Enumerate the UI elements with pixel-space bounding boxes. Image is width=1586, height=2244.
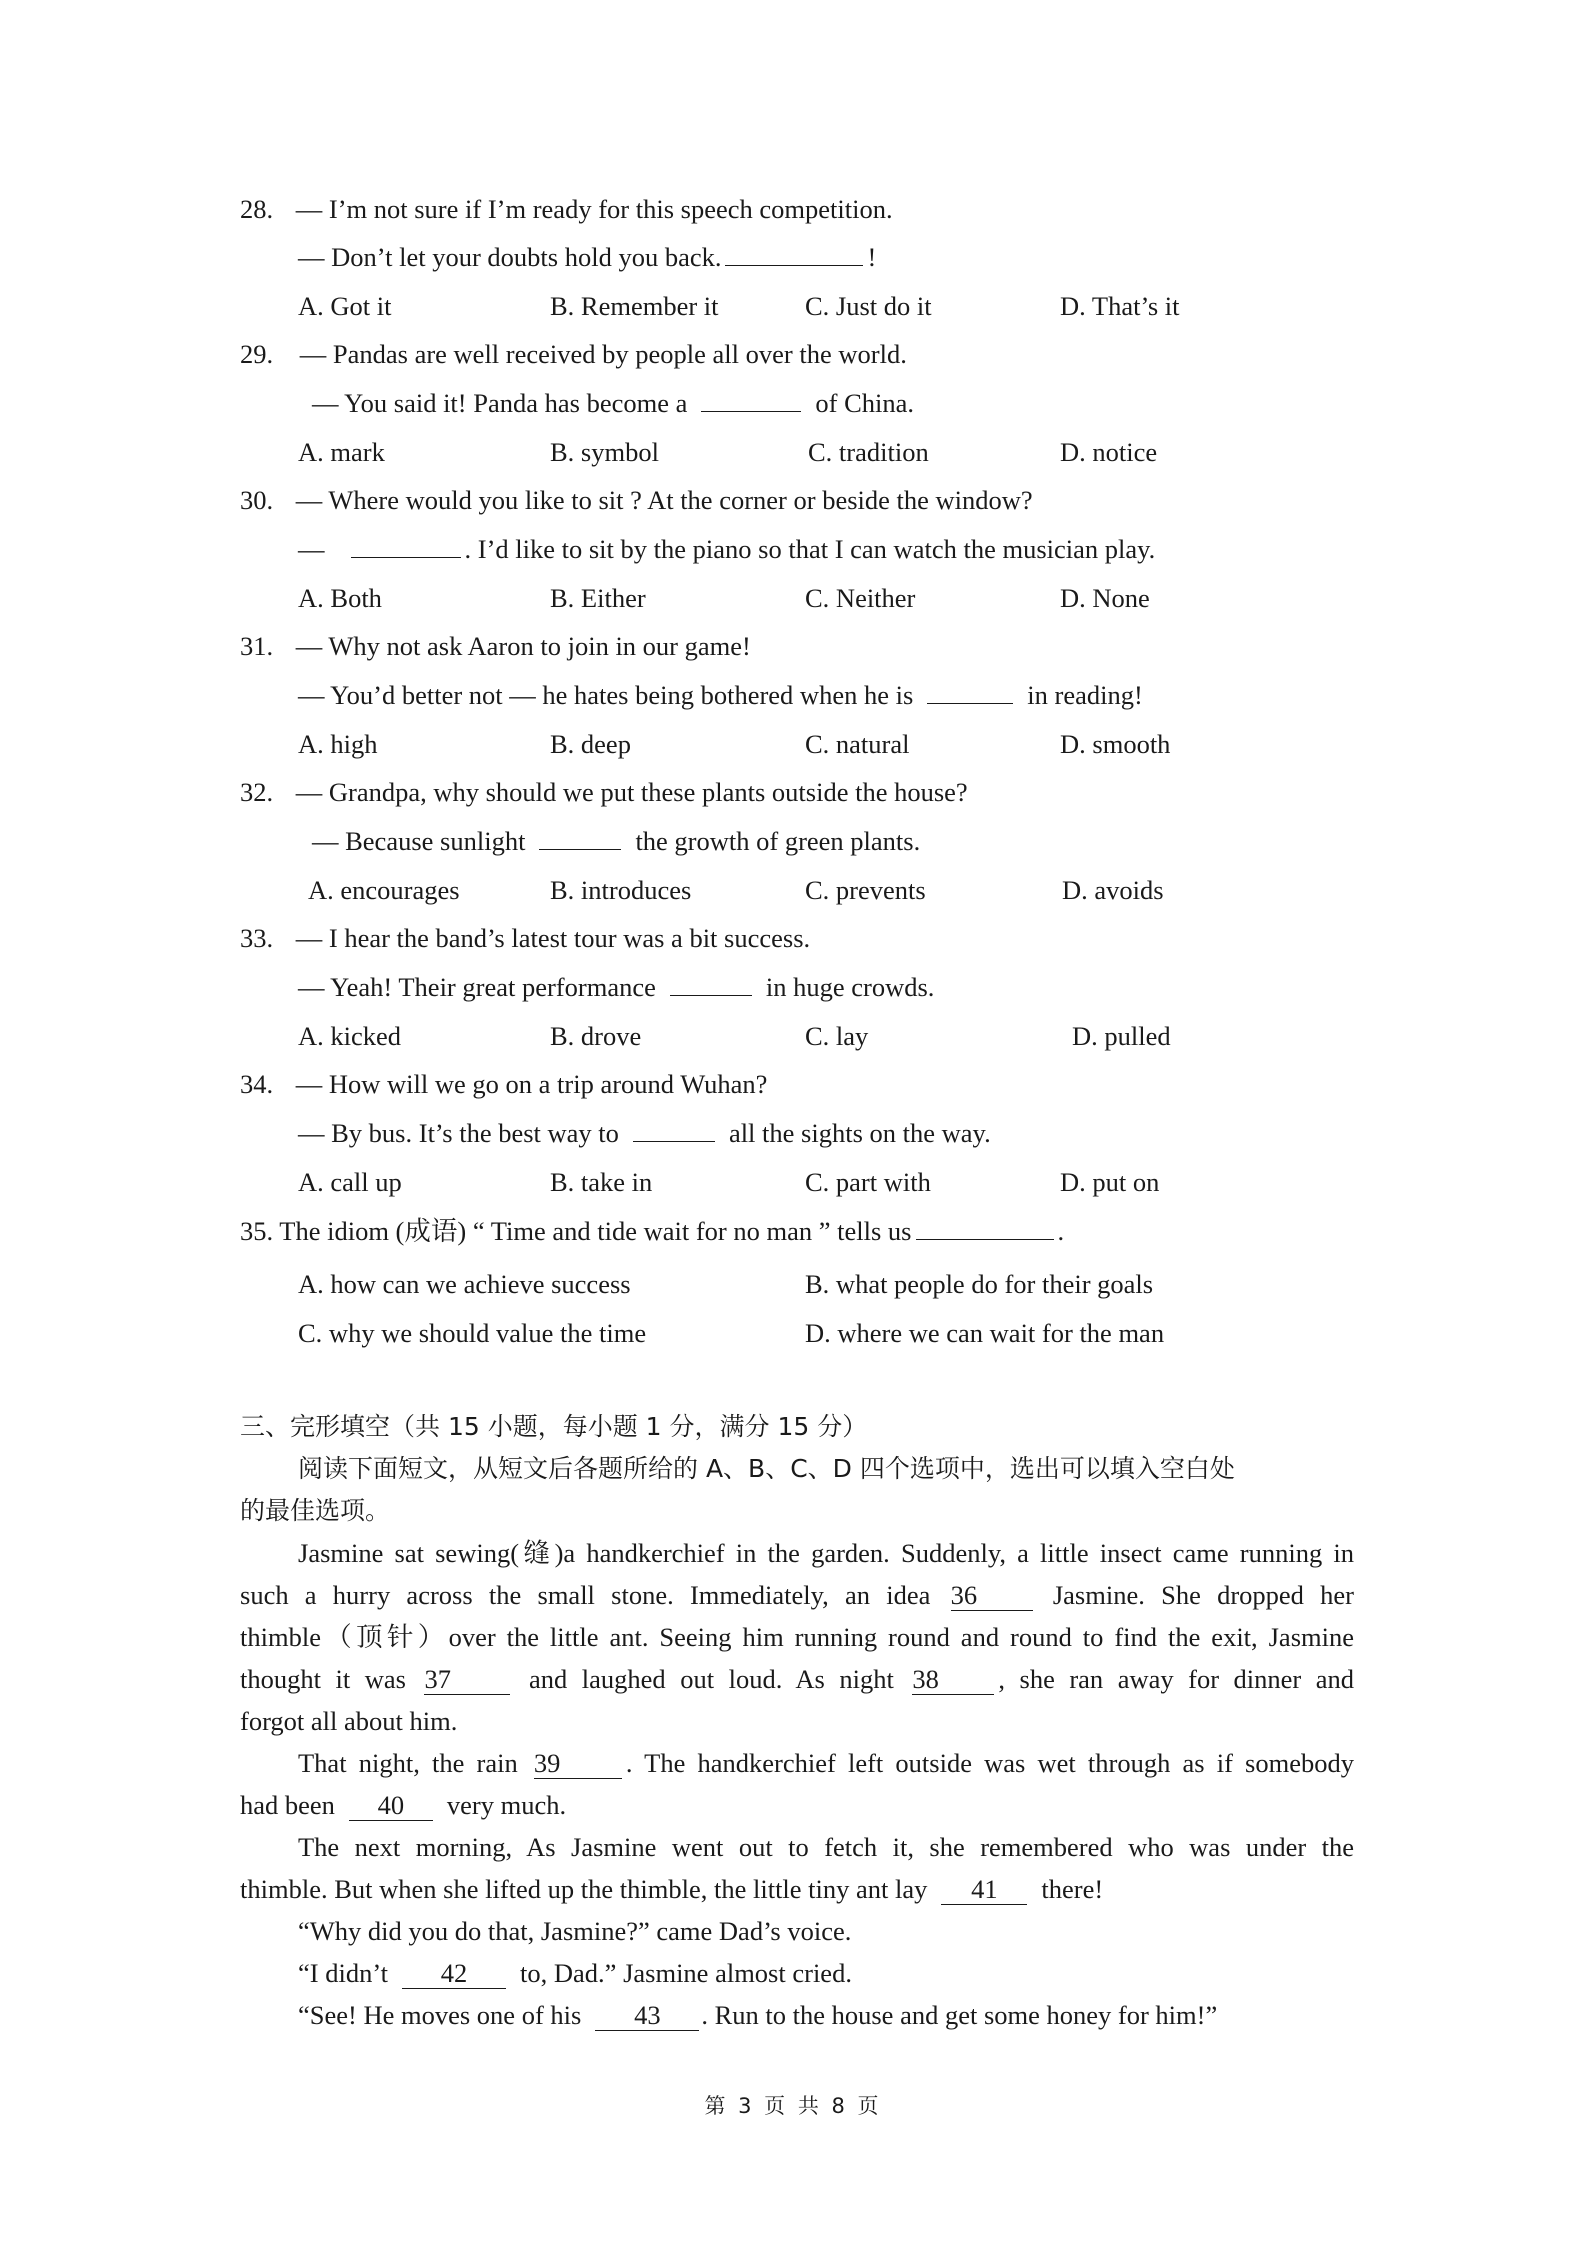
q29-number: 29. (240, 339, 274, 369)
passage-text: “See! He moves one of his (298, 2000, 582, 2030)
q34-line2-post: all the sights on the way. (728, 1118, 991, 1148)
passage-line-12 (298, 1995, 1217, 2035)
q35-option-a: A. how can we achieve success (298, 1269, 631, 1299)
passage-line-2 (240, 1575, 1354, 1615)
passage-line-11 (298, 1953, 852, 1993)
q33-stem-line2 (298, 967, 934, 1007)
passage-text: very much. (446, 1790, 567, 1820)
passage-text: there! (1041, 1874, 1104, 1904)
q31-option-a: A. high (298, 729, 378, 759)
passage-line-7 (240, 1785, 566, 1825)
passage-text: such a hurry across the small stone. Immediately, an idea (240, 1580, 931, 1610)
q35-option-c: C. why we should value the time (298, 1318, 647, 1348)
blank-40: 40 (349, 1790, 433, 1821)
q34-number: 34. (240, 1069, 274, 1099)
q33-line2-pre: — Yeah! Their great performance (298, 972, 656, 1002)
q32-stem-line1 (240, 772, 968, 812)
q34-option-a: A. call up (298, 1167, 402, 1197)
q29-option-b: B. symbol (550, 437, 659, 467)
q31-number: 31. (240, 631, 274, 661)
q30-option-b: B. Either (550, 583, 646, 613)
q29-stem-line1 (240, 334, 907, 374)
q28-option-c: C. Just do it (805, 291, 932, 321)
q29-option-c: C. tradition (808, 437, 929, 467)
q29-option-d: D. notice (1060, 437, 1158, 467)
q34-stem-line2 (298, 1113, 991, 1153)
q32-line2-post: the growth of green plants. (635, 826, 921, 856)
q28-option-d: D. That’s it (1060, 291, 1180, 321)
q31-stem-line1 (240, 626, 751, 666)
q28-blank (725, 241, 863, 266)
q32-line2-pre: — Because sunlight (312, 826, 526, 856)
q33-option-c: C. lay (805, 1021, 869, 1051)
passage-line-3: thimble（顶针）over the little ant. Seeing him running round and round to find the exit, Jasmine (240, 1622, 1354, 1652)
passage-line-10: “Why did you do that, Jasmine?” came Dad’s voice. (298, 1916, 852, 1946)
passage-line-6 (298, 1743, 1354, 1783)
q35-stem-end: . (1057, 1216, 1065, 1246)
q35-option-b: B. what people do for their goals (805, 1269, 1154, 1299)
passage-text: . Run to the house and get some honey for him!” (701, 2000, 1218, 2030)
q35-stem-text: 35. The idiom (成语) “ Time and tide wait for no man ” tells us (240, 1216, 912, 1246)
q33-blank (670, 971, 752, 996)
q32-option-d: D. avoids (1062, 875, 1164, 905)
q29-blank (701, 387, 801, 412)
q31-line1: — Why not ask Aaron to join in our game! (295, 631, 751, 661)
passage-text: thimble. But when she lifted up the thimble, the little tiny ant lay (240, 1874, 928, 1904)
q30-option-d: D. None (1060, 583, 1150, 613)
q29-stem-line2 (312, 383, 914, 423)
q32-line1: — Grandpa, why should we put these plants outside the house? (295, 777, 968, 807)
q30-line2-post: . I’d like to sit by the piano so that I can watch the musician play. (464, 534, 1156, 564)
q30-line2-pre: — (298, 534, 325, 564)
q31-line2-pre: — You’d better not — he hates being bothered when he is (298, 680, 914, 710)
q32-option-a: A. encourages (308, 875, 460, 905)
q30-stem-line2 (298, 529, 1155, 569)
passage-line-5: forgot all about him. (240, 1706, 458, 1736)
q31-option-c: C. natural (805, 729, 910, 759)
q33-number: 33. (240, 923, 274, 953)
q30-blank (351, 533, 461, 558)
blank-41: 41 (941, 1874, 1027, 1905)
passage-text: had been (240, 1790, 335, 1820)
q33-option-d: D. pulled (1072, 1021, 1171, 1051)
passage-text: “I didn’t (298, 1958, 389, 1988)
q28-option-b: B. Remember it (550, 291, 719, 321)
q34-option-d: D. put on (1060, 1167, 1160, 1197)
q34-blank (633, 1117, 715, 1142)
blank-38: 38 (912, 1664, 994, 1695)
blank-36: 36 (951, 1580, 1033, 1611)
q29-option-a: A. mark (298, 437, 385, 467)
q35-stem (240, 1211, 1064, 1251)
q30-number: 30. (240, 485, 274, 515)
q30-option-c: C. Neither (805, 583, 916, 613)
q28-stem-line2 (298, 237, 876, 277)
q31-line2-post: in reading! (1027, 680, 1143, 710)
blank-39: 39 (534, 1748, 622, 1779)
q32-option-c: C. prevents (805, 875, 926, 905)
q28-stem-line1 (240, 189, 893, 229)
q32-blank (539, 825, 621, 850)
q28-line2-pre: — Don’t let your doubts hold you back. (298, 242, 722, 272)
passage-line-4 (240, 1659, 1354, 1699)
q28-number: 28. (240, 194, 274, 224)
q34-option-b: B. take in (550, 1167, 653, 1197)
passage-text: thought it was (240, 1664, 406, 1694)
passage-text: to, Dad.” Jasmine almost cried. (520, 1958, 852, 1988)
q33-line1: — I hear the band’s latest tour was a bit success. (295, 923, 811, 953)
blank-43: 43 (595, 2000, 699, 2031)
q29-line1: — Pandas are well received by people all over the world. (299, 339, 907, 369)
q32-stem-line2 (312, 821, 920, 861)
passage-line-9 (240, 1869, 1103, 1909)
q30-line1: — Where would you like to sit ? At the corner or beside the window? (295, 485, 1033, 515)
passage-text: Jasmine. She dropped her (1052, 1580, 1354, 1610)
q34-stem-line1 (240, 1064, 767, 1104)
blank-37: 37 (424, 1664, 510, 1695)
q29-line2-pre: — You said it! Panda has become a (312, 388, 688, 418)
section-instruction-line1: 阅读下面短文，从短文后各题所给的 A、B、C、D 四个选项中，选出可以填入空白处 (298, 1454, 1235, 1483)
q30-option-a: A. Both (298, 583, 382, 613)
q35-option-d: D. where we can wait for the man (805, 1318, 1165, 1348)
q28-option-a: A. Got it (298, 291, 392, 321)
q28-line2-post: ! (867, 242, 877, 272)
passage-text: and laughed out loud. As night (529, 1664, 894, 1694)
passage-text: That night, the rain (298, 1748, 518, 1778)
q31-option-d: D. smooth (1060, 729, 1171, 759)
passage-text: , she ran away for dinner and (998, 1664, 1355, 1694)
q31-blank (927, 679, 1013, 704)
q32-number: 32. (240, 777, 274, 807)
passage-line-1: Jasmine sat sewing(缝)a handkerchief in the garden. Suddenly, a little insect came running in (298, 1538, 1354, 1568)
q33-option-b: B. drove (550, 1021, 642, 1051)
q33-stem-line1 (240, 918, 810, 958)
q28-line1: — I’m not sure if I’m ready for this speech competition. (295, 194, 893, 224)
page-footer: 第 3 页 共 8 页 (704, 2094, 882, 2118)
q32-option-b: B. introduces (550, 875, 692, 905)
section-heading: 三、完形填空（共 15 小题，每小题 1 分，满分 15 分） (240, 1412, 868, 1441)
q34-line1: — How will we go on a trip around Wuhan? (295, 1069, 768, 1099)
q34-line2-pre: — By bus. It’s the best way to (298, 1118, 619, 1148)
blank-42: 42 (402, 1958, 506, 1989)
passage-text: . The handkerchief left outside was wet through as if somebody (625, 1748, 1354, 1778)
passage-line-8: The next morning, As Jasmine went out to fetch it, she remembered who was under the (298, 1832, 1354, 1862)
q35-blank (916, 1215, 1054, 1240)
q34-option-c: C. part with (805, 1167, 931, 1197)
q30-stem-line1 (240, 480, 1033, 520)
section-instruction-line2: 的最佳选项。 (240, 1496, 391, 1525)
q29-line2-post: of China. (815, 388, 914, 418)
q31-stem-line2 (298, 675, 1143, 715)
q33-option-a: A. kicked (298, 1021, 402, 1051)
q33-line2-post: in huge crowds. (765, 972, 935, 1002)
q31-option-b: B. deep (550, 729, 631, 759)
